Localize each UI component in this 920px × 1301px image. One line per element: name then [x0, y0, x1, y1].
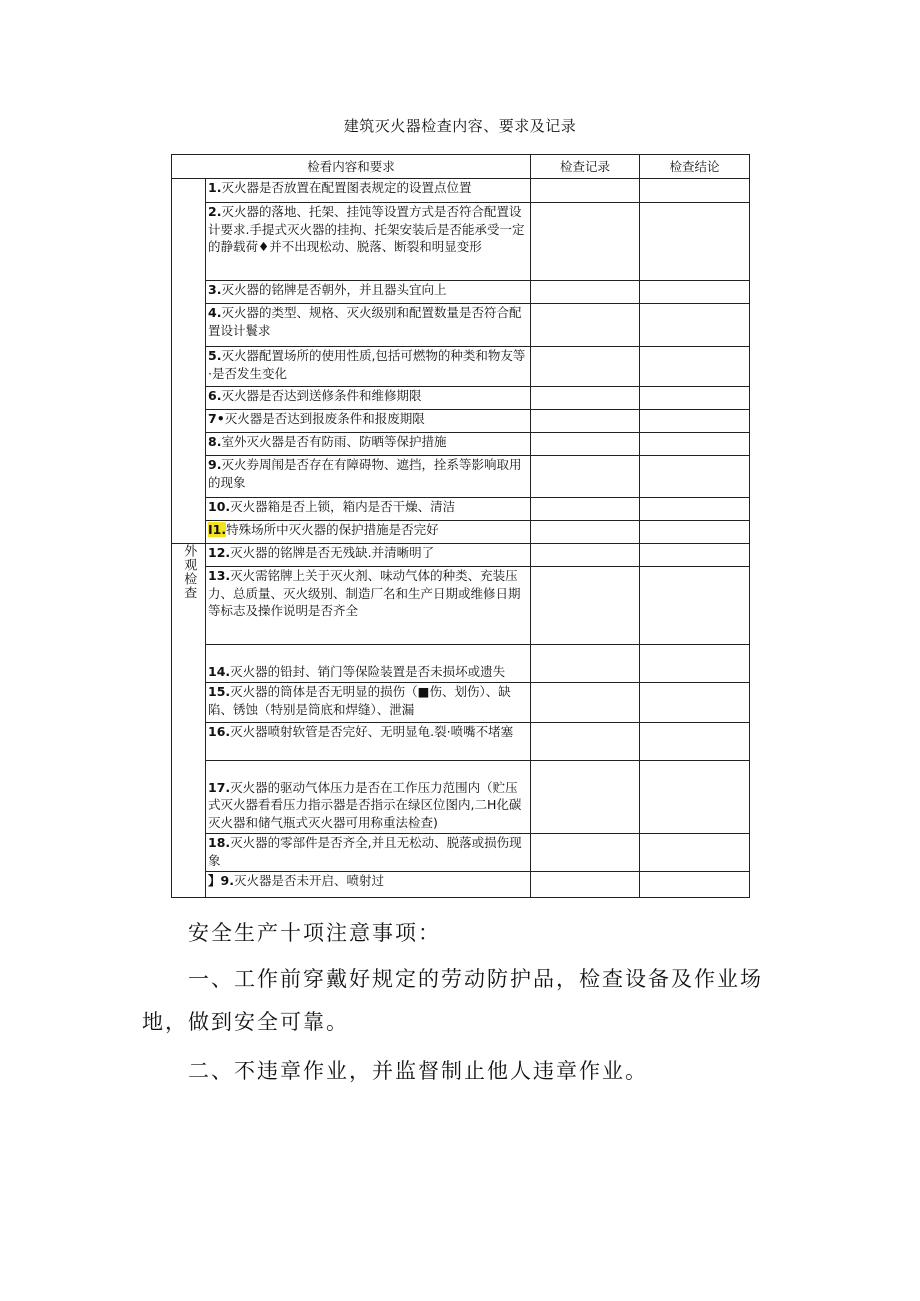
conclusion-cell[interactable] [640, 683, 750, 723]
table-row [172, 410, 750, 433]
record-cell[interactable] [531, 834, 640, 872]
category-cell-1 [172, 179, 206, 544]
conclusion-cell[interactable] [640, 567, 750, 645]
table-header-row [172, 155, 750, 179]
item-cell: 8.室外灭火器是否有防雨、防晒等保护措施 [206, 433, 531, 456]
conclusion-cell[interactable] [640, 387, 750, 410]
table-row [172, 872, 750, 898]
item-cell: 5.灭火器配置场所的使用性质,包括可燃物的种类和物友等·是否发生变化 [206, 347, 531, 387]
item-cell: 4.灭火器的类型、规格、灭火级别和配置数量是否符合配置设计鬟求 [206, 304, 531, 347]
conclusion-cell[interactable] [640, 304, 750, 347]
record-cell[interactable] [531, 347, 640, 387]
record-cell[interactable] [531, 872, 640, 898]
conclusion-cell[interactable] [640, 281, 750, 304]
conclusion-cell[interactable] [640, 872, 750, 898]
record-cell[interactable] [531, 203, 640, 281]
conclusion-cell[interactable] [640, 433, 750, 456]
header-content: 检看内容和要求 [172, 155, 531, 179]
table-row [172, 456, 750, 498]
item-cell: 17.灭火器的驱动气体压力是否在工作压力范围内（贮压式灭火器看看压力指示器是否指示在绿区位图内,二H化碳灭火器和储气瓶式灭火器可用称重法检查) [206, 761, 531, 834]
table-row [172, 723, 750, 761]
item-cell: 2.灭火器的落地、托架、挂饨等设置方式是否符合配置设计要求.手提式灭火器的挂拘、托架安装后是否能承受一定的静载荷♦并不出现松动、脱落、断裂和明显变形 [206, 203, 531, 281]
record-cell[interactable] [531, 456, 640, 498]
record-cell[interactable] [531, 433, 640, 456]
conclusion-cell[interactable] [640, 761, 750, 834]
record-cell[interactable] [531, 761, 640, 834]
item-cell: I1.特殊场所中灭火器的保护措施是否完好 [206, 521, 531, 544]
table-row [172, 387, 750, 410]
record-cell[interactable] [531, 304, 640, 347]
record-cell[interactable] [531, 498, 640, 521]
conclusion-cell[interactable] [640, 456, 750, 498]
table-row [172, 761, 750, 834]
conclusion-cell[interactable] [640, 347, 750, 387]
table-row [172, 645, 750, 683]
item-cell: 7•灭火器是否达到报废条件和报废期限 [206, 410, 531, 433]
item-cell: 1.灭火器是否放置在配置图表规定的设置点位置 [206, 179, 531, 203]
table-row [172, 281, 750, 304]
note-item-1-line1: 一、工作前穿戴好规定的劳动防护品，检查设备及作业场 [188, 967, 763, 991]
item-cell: 15.灭火器的筒体是否无明显的损伤（■伤、划伤）、缺陷、锈蚀（特别是筒底和焊缝）、泄漏 [206, 683, 531, 723]
header-conclusion: 检查结论 [640, 155, 750, 179]
record-cell[interactable] [531, 179, 640, 203]
conclusion-cell[interactable] [640, 834, 750, 872]
conclusion-cell[interactable] [640, 521, 750, 544]
note-item-1-line2: 地，做到安全可靠。 [142, 1010, 349, 1034]
conclusion-cell[interactable] [640, 410, 750, 433]
record-cell[interactable] [531, 544, 640, 567]
record-cell[interactable] [531, 645, 640, 683]
record-cell[interactable] [531, 683, 640, 723]
safety-notes [142, 912, 782, 1093]
table-row [172, 179, 750, 203]
item-cell: 14.灭火器的铅封、销门等保险装置是否未损坏或遗失 [206, 645, 531, 683]
conclusion-cell[interactable] [640, 179, 750, 203]
record-cell[interactable] [531, 723, 640, 761]
header-record: 检查记录 [531, 155, 640, 179]
record-cell[interactable] [531, 410, 640, 433]
table-row [172, 521, 750, 544]
table-row [172, 304, 750, 347]
document-title: 建筑灭火器检查内容、要求及记录 [343, 117, 577, 135]
table-row [172, 203, 750, 281]
item-cell: 12.灭火器的铭牌是否无残缺.并清晰明了 [206, 544, 531, 567]
item-cell: 13.灭火需铭牌上关于灭火剂、味动气体的种类、充装压力、总质量、灭火级别、制造厂名和生产日期或维修日期等标志及操作说明是否齐全 [206, 567, 531, 645]
notes-heading: 安全生产十项注意事项： [188, 921, 441, 945]
table-row [172, 683, 750, 723]
item-cell: 3.灭火器的铭牌是否朝外，并且器头宜向上 [206, 281, 531, 304]
conclusion-cell[interactable] [640, 544, 750, 567]
table-row [172, 544, 750, 567]
item-cell: 6.灭火器是否达到送修条件和维修期限 [206, 387, 531, 410]
table-row [172, 498, 750, 521]
category-cell-appearance [172, 544, 206, 898]
record-cell[interactable] [531, 567, 640, 645]
item-cell: 9.灭火券周闱是否存在有障碍物、遮挡，拴系等影响取用的现象 [206, 456, 531, 498]
conclusion-cell[interactable] [640, 203, 750, 281]
item-cell: 】9.灭火器是否未开启、喷射过 [206, 872, 531, 898]
record-cell[interactable] [531, 521, 640, 544]
conclusion-cell[interactable] [640, 498, 750, 521]
note-item-2: 二、不违章作业，并监督制止他人违章作业。 [188, 1059, 648, 1083]
record-cell[interactable] [531, 387, 640, 410]
conclusion-cell[interactable] [640, 723, 750, 761]
table-row [172, 347, 750, 387]
highlight-mark: I1. [208, 522, 227, 537]
item-cell: 16.灭火器喷射软管是否完好、无明显龟.裂·喷嘴不堵塞 [206, 723, 531, 761]
inspection-table [171, 154, 750, 898]
conclusion-cell[interactable] [640, 645, 750, 683]
table-row [172, 834, 750, 872]
item-cell: 10.灭火器箱是否上锁，箱内是否干燥、清洁 [206, 498, 531, 521]
category-label: 外观检查 [181, 544, 197, 600]
table-row [172, 433, 750, 456]
table-row [172, 567, 750, 645]
record-cell[interactable] [531, 281, 640, 304]
item-cell: 18.灭火器的零部件是否齐全,并且无松动、脱落或损伤现象 [206, 834, 531, 872]
